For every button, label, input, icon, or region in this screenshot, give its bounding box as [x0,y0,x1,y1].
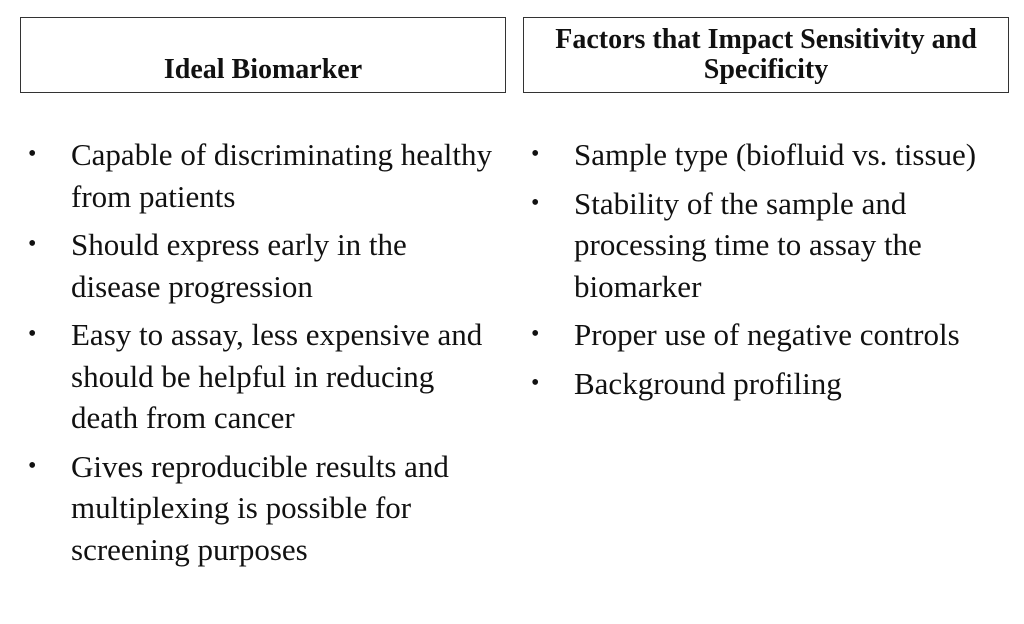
factors-title: Factors that Impact Sensitivity and Specificity [555,24,977,85]
list-item-text: Sample type (biofluid vs. tissue) [574,137,977,172]
bullet-icon: • [531,321,540,347]
list-item-text: Proper use of negative controls [574,317,960,352]
list-item [28,446,498,571]
list-item [531,314,1001,356]
bullet-icon: • [28,141,37,167]
ideal-biomarker-list [28,134,498,577]
ideal-biomarker-header [20,17,506,93]
list-item-text: Gives reproducible results and multiplexing is possible for screening purposes [71,448,449,567]
list-item [28,134,498,217]
bullet-icon: • [28,452,37,479]
list-item-text: Easy to assay, less expensive and should be helpful in reducing death from cancer [71,317,483,435]
list-item-text: Background profiling [574,365,842,401]
bullet-icon: • [531,369,540,396]
bullet-icon: • [28,231,37,257]
list-item [28,224,498,307]
list-item [531,183,1001,308]
bullet-icon: • [531,189,540,216]
bullet-icon: • [531,141,540,167]
ideal-biomarker-title: Ideal Biomarker [163,54,363,85]
bullet-icon: • [28,321,37,347]
factors-header [523,17,1009,93]
list-item-text: Capable of discriminating healthy from patients [71,137,492,214]
list-item [531,134,1001,176]
list-item [28,314,498,439]
list-item-text: Stability of the sample and processing time to assay the biomarker [574,185,922,304]
list-item-text: Should express early in the disease progression [71,227,407,304]
factors-list [531,134,1001,411]
list-item [531,363,1001,405]
